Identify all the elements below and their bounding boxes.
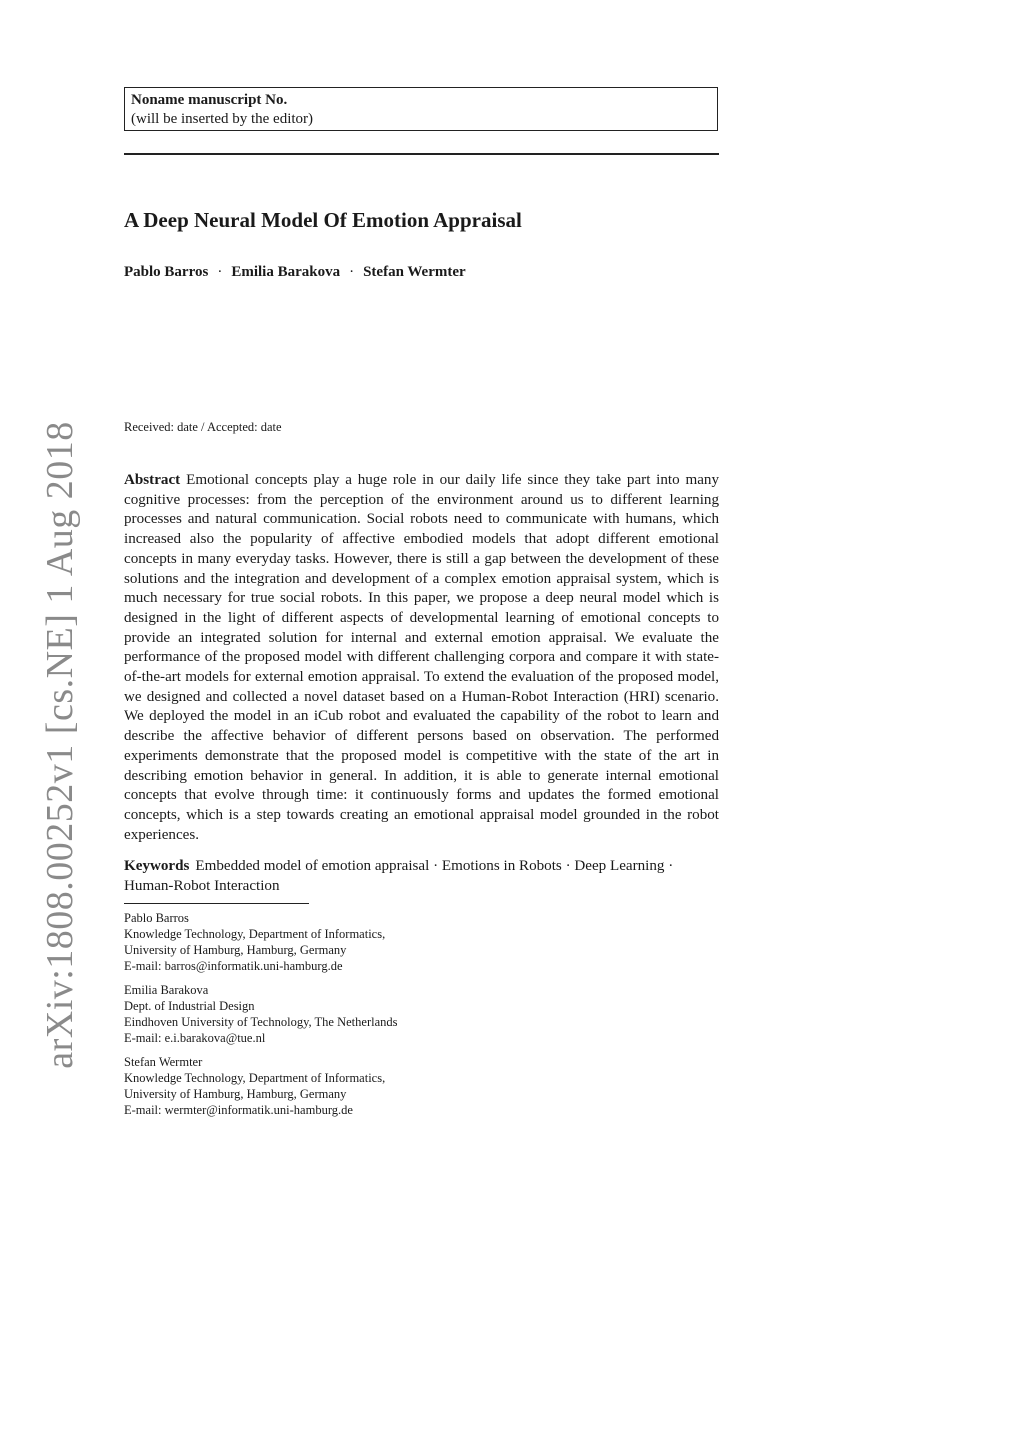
author-list	[124, 264, 466, 281]
affiliation-department: Knowledge Technology, Department of Informatics,	[124, 927, 386, 941]
header-divider	[124, 153, 719, 155]
author-name: Stefan Wermter	[363, 264, 466, 280]
abstract-text: Emotional concepts play a huge role in our daily life since they take part into many cognitive processes: from the perception of the environment around us to different learning processes and natural communication. Social robots need to communicate with humans, which increased also the popularity of affective embodied models that adopt different emotional concepts in many everyday tasks. However, there is still a gap between the development of these solutions and the integration and development of a complex emotion appraisal system, which is much necessary for true social robots. In this paper, we propose a deep neural model which is designed in the light of different aspects of developmental learning of emotional concepts to provide an integrated solution for internal and external emotion appraisal. We evaluate the performance of the proposed model with different challenging corpora and compare it with state-of-the-art models for external emotion appraisal. To extend the evaluation of the proposed model, we designed and collected a novel dataset based on a Human-Robot Interaction (HRI) scenario. We deployed the model in an iCub robot and evaluated the capability of the robot to learn and describe the affective behavior of different persons based on observation. The performed experiments demonstrate that the proposed model is competitive with the state of the art in describing emotion behavior in general. In addition, it is able to generate internal emotional concepts that evolve through time: it continuously forms and updates the formed emotional concepts, which is a step towards creating an emotional appraisal model grounded in the robot experiences.	[124, 472, 719, 843]
affiliation-institution: University of Hamburg, Hamburg, Germany	[124, 943, 347, 957]
author-separator: ·	[349, 264, 355, 280]
affiliation-name: Stefan Wermter	[124, 1055, 203, 1069]
affiliation-institution: University of Hamburg, Hamburg, Germany	[124, 1087, 347, 1101]
affiliation-department: Dept. of Industrial Design	[124, 999, 255, 1013]
footnote-divider	[124, 903, 309, 904]
keywords-section	[124, 857, 719, 896]
affiliation-email: E-mail: e.i.barakova@tue.nl	[124, 1031, 266, 1045]
arxiv-identifier-stamp: arXiv:1808.00252v1 [cs.NE] 1 Aug 2018	[39, 421, 81, 1069]
author-name: Emilia Barakova	[231, 264, 341, 280]
author-separator: ·	[217, 264, 223, 280]
abstract-section	[124, 471, 719, 845]
affiliation-department: Knowledge Technology, Department of Informatics,	[124, 1071, 386, 1085]
paper-title: A Deep Neural Model Of Emotion Appraisal	[124, 208, 522, 232]
keywords-text: Embedded model of emotion appraisal · Emotions in Robots · Deep Learning · Human-Robot Interaction	[124, 858, 674, 894]
affiliation-institution: Eindhoven University of Technology, The Netherlands	[124, 1015, 398, 1029]
keywords-label: Keywords	[124, 858, 190, 874]
author-name: Pablo Barros	[124, 264, 209, 280]
manuscript-editor-note: (will be inserted by the editor)	[131, 111, 314, 127]
received-accepted-dates: Received: date / Accepted: date	[124, 420, 282, 434]
manuscript-info-box	[124, 87, 718, 131]
affiliation-name: Emilia Barakova	[124, 983, 209, 997]
affiliation-email: E-mail: wermter@informatik.uni-hamburg.de	[124, 1103, 353, 1117]
affiliation-email: E-mail: barros@informatik.uni-hamburg.de	[124, 959, 343, 973]
affiliation-block	[124, 982, 584, 1046]
manuscript-number-label: Noname manuscript No.	[131, 92, 288, 108]
author-affiliations	[124, 910, 584, 1126]
affiliation-block	[124, 910, 584, 974]
affiliation-block	[124, 1054, 584, 1118]
abstract-label: Abstract	[124, 472, 181, 488]
affiliation-name: Pablo Barros	[124, 911, 189, 925]
